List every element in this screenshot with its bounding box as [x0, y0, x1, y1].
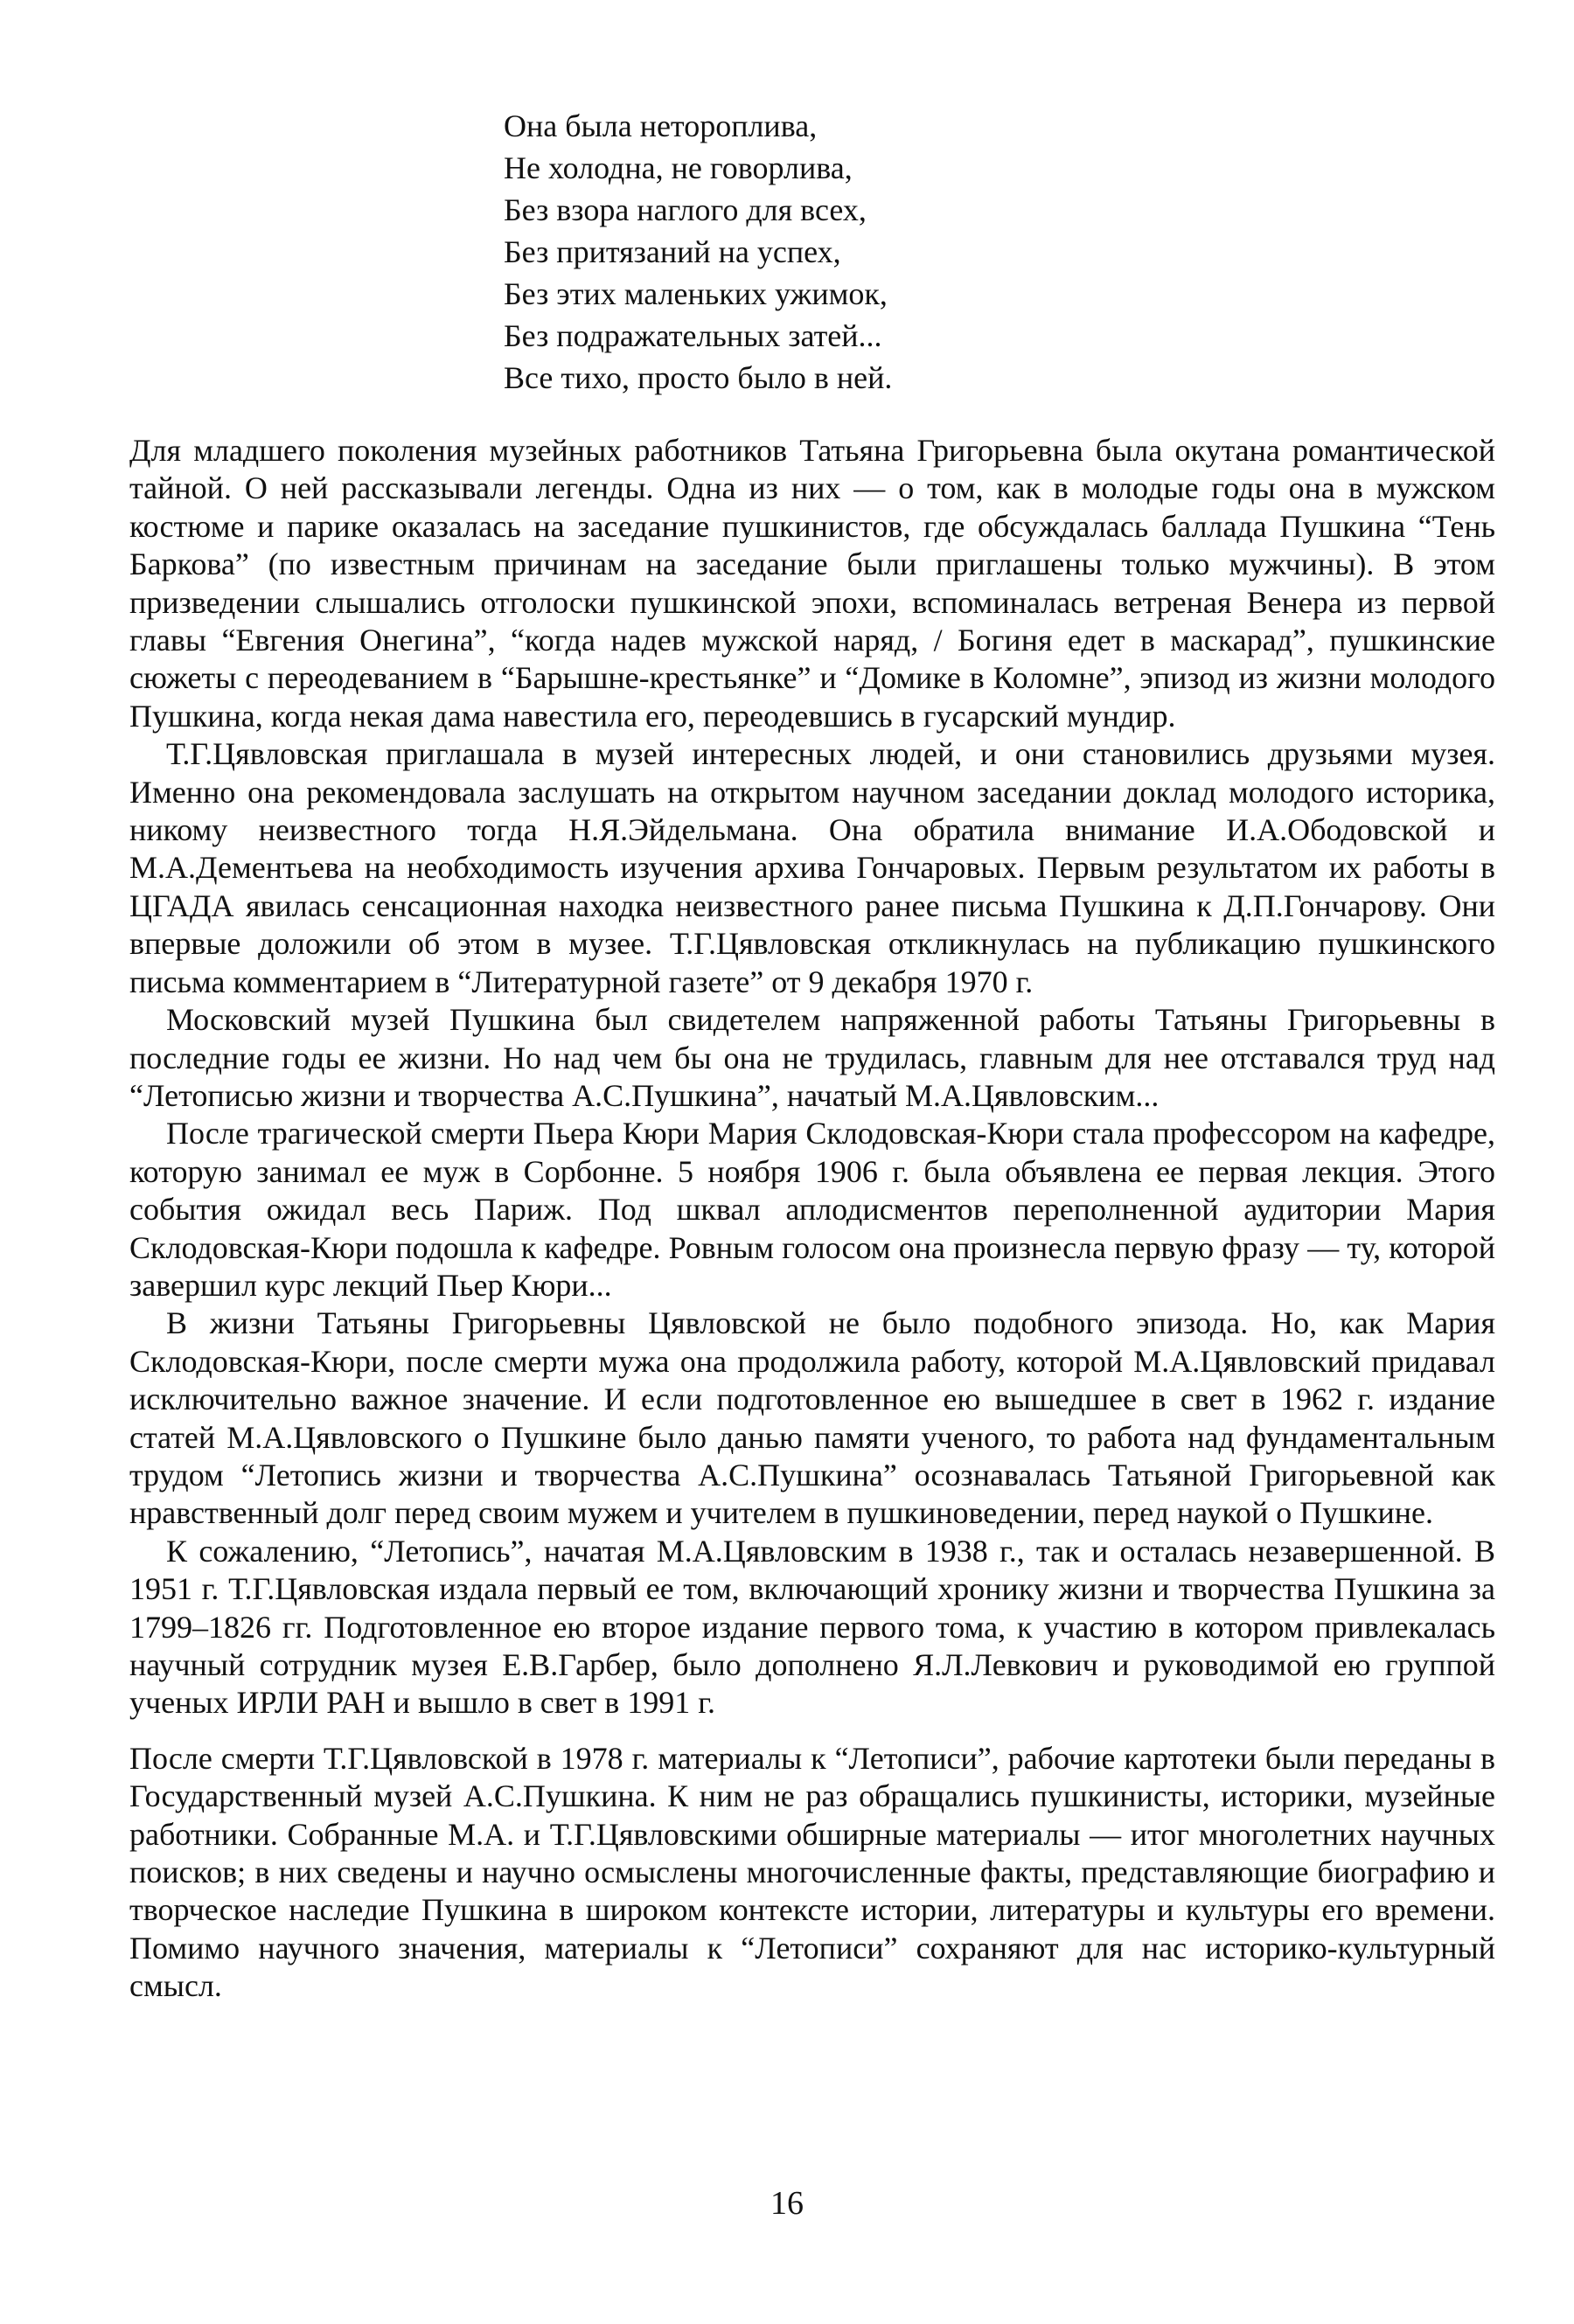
poem-line: Без этих маленьких ужимок,: [504, 276, 888, 311]
body-text: [129, 432, 1495, 2006]
paragraph: В жизни Татьяны Григорьевны Цявловской не было подобного эпизода. Но, как Мария Склодовская-Кюри, после смерти мужа она продолжила работу, которой М.А.Цявловский придавал исключительно важное значение. И если подготовленное ею вышедшее в свет в 1962 г. издание статей М.А.Цявловского о Пушкине было данью памяти ученого, то работа над фундаментальным трудом “Летопись жизни и творчества А.С.Пушкина” осознавалась Татьяной Григорьевной как нравственный долг перед своим мужем и учителем в пушкиноведении, перед наукой о Пушкине.: [129, 1305, 1495, 1531]
paragraph: Московский музей Пушкина был свидетелем напряженной работы Татьяны Григорьевны в последние годы ее жизни. Но над чем бы она не трудилась, главным для нее отставался труд над “Летописью жизни и творчества А.С.Пушкина”, начатый М.А.Цявловским...: [129, 1002, 1495, 1113]
poem-epigraph: [504, 105, 1495, 399]
poem-line: Без притязаний на успех,: [504, 234, 841, 269]
poem-line: Она была нетороплива,: [504, 108, 818, 143]
paragraph: После смерти Т.Г.Цявловской в 1978 г. материалы к “Летописи”, рабочие картотеки были переданы в Государственный музей А.С.Пушкина. К ним не раз обращались пушкинисты, историки, музейные работники. Собранные М.А. и Т.Г.Цявловскими обширные материалы — итог многолетних научных поисков; в них сведены и научно осмыслены многочисленные факты, представляющие биографию и творческое наследие Пушкина в широком контексте истории, литературы и культуры его времени. Помимо научного значения, материалы к “Летописи” сохраняют для нас историко-культурный смысл.: [129, 1740, 1495, 2004]
page-content: [129, 105, 1495, 2006]
poem-line: Все тихо, просто было в ней.: [504, 360, 893, 395]
poem-line: Не холодна, не говорлива,: [504, 150, 853, 185]
paragraph: Для младшего поколения музейных работников Татьяна Григорьевна была окутана романтической тайной. О ней рассказывали легенды. Одна из них — о том, как в молодые годы она в мужском костюме и парике оказалась на заседание пушкинистов, где обсуждалась баллада Пушкина “Тень Баркова” (по известным причинам на заседание были приглашены только мужчины). В этом призведении слышались отголоски пушкинской эпохи, вспоминалась ветреная Венера из первой главы “Евгения Онегина”, “когда надев мужской наряд, / Богиня едет в маскарад”, пушкинские сюжеты с переодеванием в “Барышне-крестьянке” и “Домике в Коломне”, эпизод из жизни молодого Пушкина, когда некая дама навестила его, переодевшись в гусарский мундир.: [129, 433, 1495, 734]
paragraph: После трагической смерти Пьера Кюри Мария Склодовская-Кюри стала профессором на кафедре, которую занимал ее муж в Сорбонне. 5 ноября 1906 г. была объявлена ее первая лекция. Этого события ожидал весь Париж. Под шквал аплодисментов переполненной аудитории Мария Склодовская-Кюри подошла к кафедре. Ровным голосом она произнесла первую фразу — ту, которой завершил курс лекций Пьер Кюри...: [129, 1116, 1495, 1303]
page-number: 16: [770, 2185, 804, 2222]
paragraph: К сожалению, “Летопись”, начатая М.А.Цявловским в 1938 г., так и осталась незавершенной. В 1951 г. Т.Г.Цявловская издала первый ее том, включающий хронику жизни и творчества Пушкина за 1799–1826 гг. Подготовленное ею второе издание первого тома, к участию в котором привлекалась научный сотрудник музея Е.В.Гарбер, было дополнено Я.Л.Левкович и руководимой ею группой ученых ИРЛИ РАН и вышло в свет в 1991 г.: [129, 1533, 1495, 1721]
paragraph: Т.Г.Цявловская приглашала в музей интересных людей, и они становились друзьями музея. Именно она рекомендовала заслушать на открытом научном заседании доклад молодого историка, никому неизвестного тогда Н.Я.Эйдельмана. Она обратила внимание И.А.Ободовской и М.А.Дементьева на необходимость изучения архива Гончаровых. Первым результатом их работы в ЦГАДА явилась сенсационная находка неизвестного ранее письма Пушкина к Д.П.Гончарову. Они впервые доложили об этом в музее. Т.Г.Цявловская откликнулась на публикацию пушкинского письма комментарием в “Литературной газете” от 9 декабря 1970 г.: [129, 736, 1495, 999]
poem-line: Без подражательных затей...: [504, 318, 882, 353]
poem-line: Без взора наглого для всех,: [504, 192, 867, 227]
